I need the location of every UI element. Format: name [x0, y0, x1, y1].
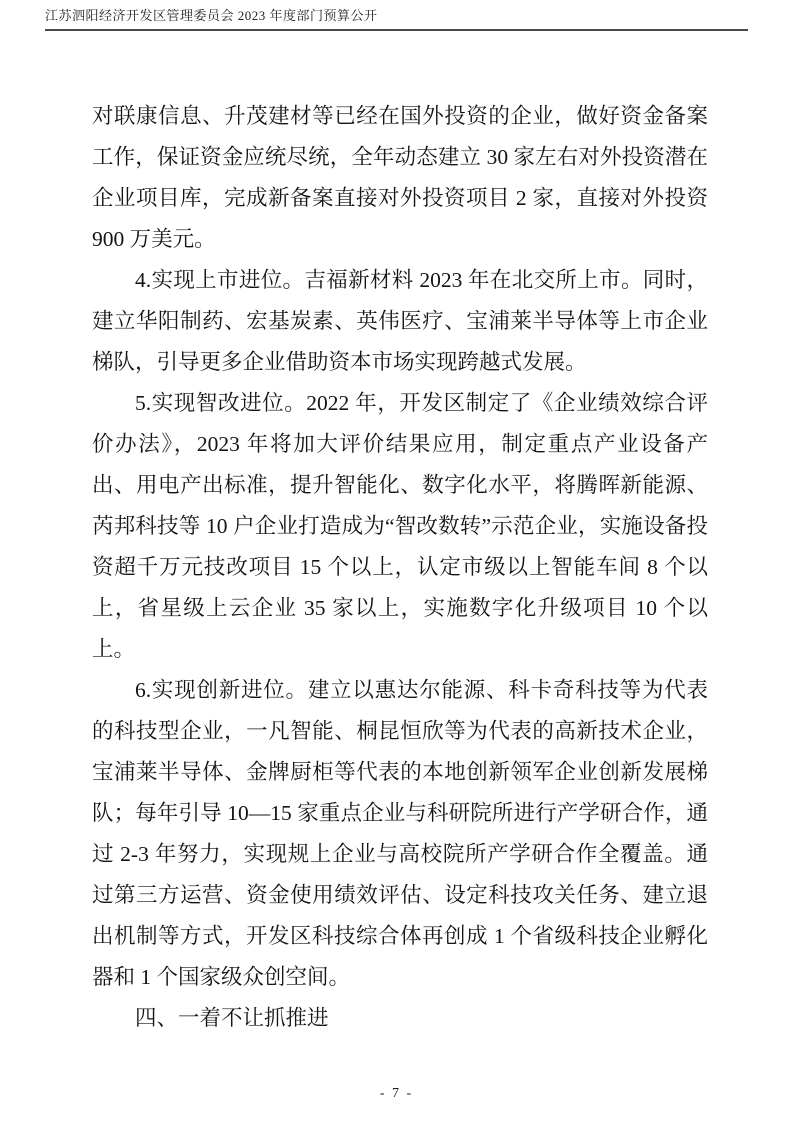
body-paragraph: 6.实现创新进位。建立以惠达尔能源、科卡奇科技等为代表的科技型企业，一凡智能、桐昆恒欣等为代表的高新技术企业，宝浦莱半导体、金牌厨柜等代表的本地创新领军企业创新发展梯队；每年引导 10—15 家重点企业与科研院所进行产学研合作，通过 2-3 年努力，实现规上企业与高校院所产学研合作全覆盖。通过第三方运营、资金使用绩效评估、设定科技攻关任务、建立退出机制等方式，开发区科技综合体再创成 1 个省级科技企业孵化器和 1 个国家级众创空间。 [92, 678, 708, 989]
body-paragraph: 对联康信息、升茂建材等已经在国外投资的企业，做好资金备案工作，保证资金应统尽统，全年动态建立 30 家左右对外投资潜在企业项目库，完成新备案直接对外投资项目 2 家，直接对外投资 900 万美元。 [92, 104, 708, 251]
header-title: 江苏泗阳经济开发区管理委员会 2023 年度部门预算公开 [45, 8, 378, 23]
document-body [92, 96, 708, 1039]
section-heading: 四、一着不让抓推进 [135, 1006, 329, 1030]
page-footer [0, 1086, 793, 1102]
body-paragraph: 4.实现上市进位。吉福新材料 2023 年在北交所上市。同时，建立华阳制药、宏基炭素、英伟医疗、宝浦莱半导体等上市企业梯队，引导更多企业借助资本市场实现跨越式发展。 [92, 268, 708, 374]
page-header [45, 8, 748, 31]
page-number: - 7 - [379, 1086, 414, 1101]
body-paragraph: 5.实现智改进位。2022 年，开发区制定了《企业绩效综合评价办法》，2023 年将加大评价结果应用，制定重点产业设备产出、用电产出标准，提升智能化、数字化水平，将腾晖新能源、芮邦科技等 10 户企业打造成为“智改数转”示范企业，实施设备投资超千万元技改项目 15 个以上，认定市级以上智能车间 8 个以上，省星级上云企业 35 家以上，实施数字化升级项目 10 个以上。 [92, 391, 708, 661]
